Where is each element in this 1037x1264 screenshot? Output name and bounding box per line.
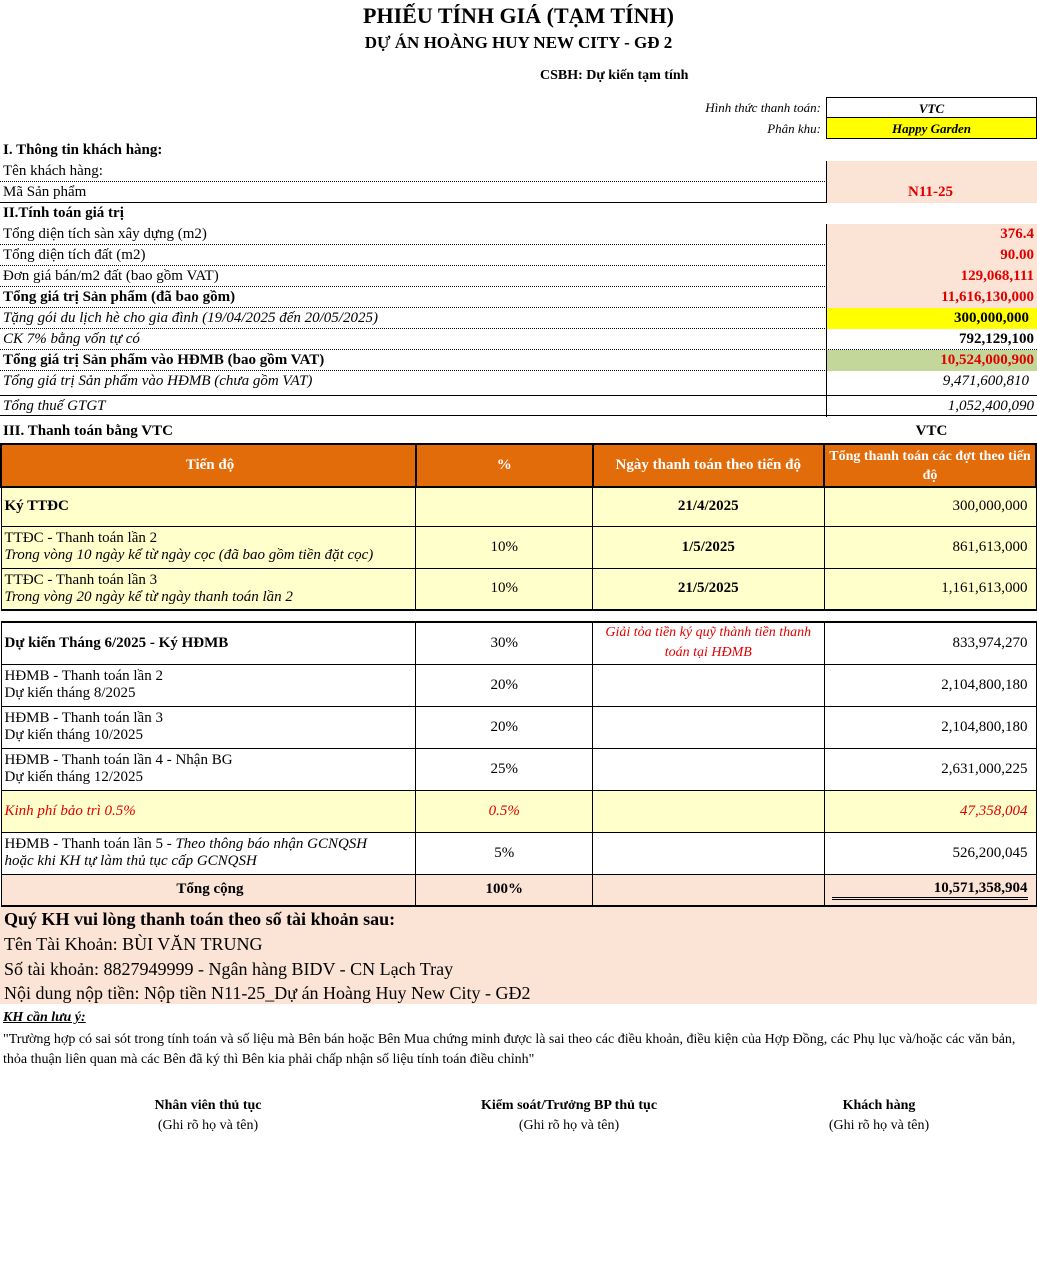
customer-name-label: Tên khách hàng:: [3, 163, 103, 179]
row-amount: 833,974,270: [824, 622, 1036, 664]
bank-account-name: Tên Tài Khoản: BÙI VĂN TRUNG: [4, 934, 263, 954]
row-progress: Kinh phí bảo trì 0.5%: [1, 790, 416, 832]
row-date: [593, 748, 824, 790]
row-progress-line1: HĐMB - Thanh toán lần 2: [4, 668, 163, 684]
row-percent: 20%: [416, 664, 593, 706]
row-date: 21/4/2025: [593, 487, 824, 526]
bank-info: [0, 907, 1037, 1004]
row-date: [593, 832, 824, 874]
row-progress-line2: Dự kiến tháng 8/2025: [4, 685, 136, 701]
header-percent: %: [416, 444, 593, 487]
row-progress-line1: HĐMB - Thanh toán lần 4 - Nhận BG: [4, 752, 233, 768]
row-percent: 25%: [416, 748, 593, 790]
bank-branch: - Ngân hàng BIDV - CN Lạch Tray: [193, 959, 454, 979]
row-amount: 300,000,000: [824, 487, 1036, 526]
calc-value: 10,524,000,900: [826, 350, 1037, 371]
row-date: [593, 664, 824, 706]
calc-row: [0, 287, 1037, 308]
product-code-label: Mã Sản phẩm: [3, 184, 87, 200]
signature-staff: [88, 1098, 328, 1134]
calc-label: Tổng thuế GTGT: [3, 398, 106, 414]
calc-value: 129,068,111: [826, 266, 1037, 287]
row-date: [593, 790, 824, 832]
row-amount: 526,200,045: [824, 832, 1036, 874]
product-code-value: N11-25: [826, 182, 1037, 203]
section1-title: I. Thông tin khách hàng:: [3, 142, 163, 158]
header-date: Ngày thanh toán theo tiến độ: [593, 444, 824, 487]
calc-value: 1,052,400,090: [826, 396, 1037, 417]
section1-header: [0, 140, 1037, 161]
row-amount: 2,104,800,180: [824, 706, 1036, 748]
payment-method-value: VTC: [826, 97, 1037, 118]
bank-account-number: [4, 959, 453, 980]
bank-title: Quý KH vui lòng thanh toán theo số tài khoản sau:: [4, 909, 396, 929]
total-amount-cell: [824, 874, 1036, 906]
calc-label: Tổng giá trị Sản phẩm (đã bao gồm): [3, 289, 236, 305]
row-amount: 47,358,004: [824, 790, 1036, 832]
payment-schedule-table: [0, 443, 1037, 907]
row-percent: 10%: [416, 526, 593, 568]
row-percent: [416, 487, 593, 526]
section3-title: III. Thanh toán bằng VTC: [3, 423, 173, 439]
calc-label: Đơn giá bán/m2 đất (bao gồm VAT): [3, 268, 219, 284]
table-row: [1, 526, 1036, 568]
row-progress: [1, 706, 416, 748]
calc-value: 9,471,600,810: [826, 371, 1037, 395]
section2-header: [0, 203, 1037, 224]
row-progress: Ký TTĐC: [1, 487, 416, 526]
table-row: [1, 832, 1036, 874]
project-subtitle: DỰ ÁN HOÀNG HUY NEW CITY - GĐ 2: [364, 33, 673, 52]
signature-customer: [759, 1098, 999, 1134]
calc-label: Tổng giá trị Sản phẩm vào HĐMB (bao gồm VAT): [3, 352, 325, 368]
table-row: [1, 664, 1036, 706]
section2-title: II.Tính toán giá trị: [3, 205, 124, 221]
row-progress-line1: HĐMB - Thanh toán lần 5 -: [4, 836, 176, 852]
row-progress-line2: Dự kiến tháng 10/2025: [4, 727, 144, 743]
zone-label: Phân khu:: [767, 121, 821, 136]
row-progress-line1: HĐMB - Thanh toán lần 3: [4, 710, 163, 726]
note-text: "Trường hợp có sai sót trong tính toán và số liệu mà Bên bán hoặc Bên Mua chứng minh được là sai theo các điều khoản, điều kiện của Hợp Đồng, các Phụ lục và/hoặc các văn bản, thỏa thuận liên quan mà các Bên đã ký thì Bên kia phải chấp nhận số liệu tính toán điều chỉnh": [3, 1032, 1016, 1067]
row-progress-line1: TTĐC - Thanh toán lần 3: [4, 571, 158, 588]
total-date: [593, 874, 824, 906]
section3-header: [0, 421, 1037, 442]
zone-value: Happy Garden: [826, 118, 1037, 139]
customer-name-value: [826, 161, 1037, 182]
row-progress: Dự kiến Tháng 6/2025 - Ký HĐMB: [1, 622, 416, 664]
row-progress-line1: TTĐC - Thanh toán lần 2: [4, 530, 158, 546]
calc-row: [0, 224, 1037, 245]
calc-label: Tổng diện tích sàn xây dựng (m2): [3, 226, 207, 242]
row-amount: 2,104,800,180: [824, 664, 1036, 706]
row-amount: 861,613,000: [824, 526, 1036, 568]
calc-value: 792,129,100: [826, 329, 1037, 350]
row-progress: [1, 832, 416, 874]
calc-row: [0, 350, 1037, 371]
row-progress-line2: Trong vòng 20 ngày kể từ ngày thanh toán lần 2: [4, 588, 293, 605]
row-percent: 10%: [416, 568, 593, 610]
row-date: 1/5/2025: [593, 526, 824, 568]
row-progress: [1, 748, 416, 790]
signature-hint: (Ghi rõ họ và tên): [828, 1118, 930, 1133]
total-label: Tổng cộng: [1, 874, 416, 906]
calc-value: 90.00: [826, 245, 1037, 266]
calc-label: Tặng gói du lịch hè cho gia đình (19/04/2025 đến 20/05/2025): [3, 310, 378, 326]
total-row: [1, 874, 1036, 906]
table-row: [1, 748, 1036, 790]
calc-row: [0, 371, 1037, 395]
section3-method: VTC: [915, 423, 948, 439]
row-progress: [1, 526, 416, 568]
table-header-row: [1, 444, 1036, 487]
row-percent: 20%: [416, 706, 593, 748]
table-row: [1, 790, 1036, 832]
row-amount: 2,631,000,225: [824, 748, 1036, 790]
total-percent: 100%: [416, 874, 593, 906]
row-percent: 0.5%: [416, 790, 593, 832]
signature-hint: (Ghi rõ họ và tên): [518, 1118, 620, 1133]
calc-value: 300,000,000: [826, 308, 1037, 329]
calc-row: [0, 329, 1037, 350]
page-title: PHIẾU TÍNH GIÁ (TẠM TÍNH): [363, 3, 674, 28]
row-progress-line2: hoặc khi KH tự làm thủ tục cấp GCNQSH: [4, 853, 257, 869]
table-row: [1, 487, 1036, 526]
row-date: Giải tỏa tiền ký quỹ thành tiền thanh toán tại HĐMB: [593, 622, 824, 664]
row-date: [593, 706, 824, 748]
row-date: 21/5/2025: [593, 568, 824, 610]
row-progress: [1, 664, 416, 706]
signature-name: Khách hàng: [842, 1098, 916, 1113]
table-row: [1, 706, 1036, 748]
payment-method-label: Hình thức thanh toán:: [705, 100, 821, 115]
note-title: KH cần lưu ý:: [3, 1010, 86, 1025]
table-row: [1, 622, 1036, 664]
calc-row: [0, 395, 1037, 416]
row-progress: [1, 568, 416, 610]
signature-name: Kiểm soát/Trưởng BP thủ tục: [480, 1098, 658, 1113]
row-percent: 5%: [416, 832, 593, 874]
row-amount: 1,161,613,000: [824, 568, 1036, 610]
header-amount: Tổng thanh toán các đợt theo tiến độ: [824, 444, 1036, 487]
calc-label: Tổng diện tích đất (m2): [3, 247, 146, 263]
product-code-row: [0, 182, 1037, 203]
row-progress-line2: Dự kiến tháng 12/2025: [4, 769, 144, 785]
row-percent: 30%: [416, 622, 593, 664]
csbh-label: CSBH: Dự kiến tạm tính: [540, 68, 689, 83]
bank-payment-content: Nội dung nộp tiền: Nộp tiền N11-25_Dự án Hoàng Huy New City - GĐ2: [4, 983, 531, 1003]
signature-supervisor: [449, 1098, 689, 1134]
row-progress-line2: Trong vòng 10 ngày kể từ ngày cọc (đã bao gồm tiền đặt cọc): [4, 547, 374, 563]
calc-label: CK 7% bằng vốn tự có: [3, 331, 140, 347]
signature-name: Nhân viên thủ tục: [154, 1098, 262, 1113]
calc-row: [0, 308, 1037, 329]
calc-value: 11,616,130,000: [826, 287, 1037, 308]
table-spacer: [1, 610, 1036, 622]
row-progress-line1-note: Theo thông báo nhận GCNQSH: [175, 836, 368, 852]
signature-hint: (Ghi rõ họ và tên): [157, 1118, 259, 1133]
bank-account-number-value: Số tài khoản: 8827949999: [4, 959, 194, 979]
calc-row: [0, 266, 1037, 287]
calc-label: Tổng giá trị Sản phẩm vào HĐMB (chưa gồm VAT): [3, 373, 313, 389]
calc-value: 376.4: [826, 224, 1037, 245]
customer-name-row: [0, 161, 1037, 182]
header-progress: Tiến độ: [1, 444, 416, 487]
total-amount: 10,571,358,904: [832, 880, 1028, 900]
calc-row: [0, 245, 1037, 266]
table-row: [1, 568, 1036, 610]
